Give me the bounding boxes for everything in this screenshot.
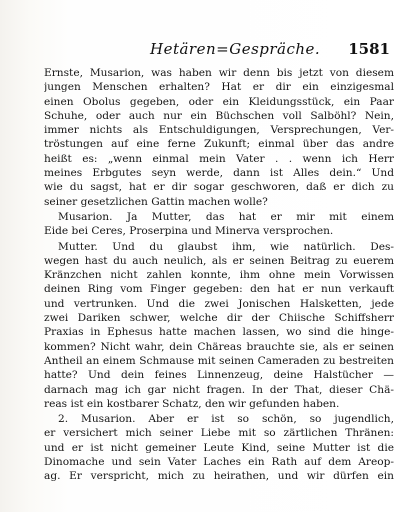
text-line: darnach mag ich gar nicht fragen. In der That, dieser Chä- [44,383,394,396]
text-line: und vertrunken. Und die zwei Jonischen Halsketten, jede [44,297,394,310]
text-line: ag. Er verspricht, mich zu heirathen, und wir dürfen ein [44,470,394,483]
text-line: Antheil an einem Schmause mit seinen Cameraden zu bestreiten [44,354,394,367]
running-head: Hetären=Gespräche. [150,40,321,58]
text-line: Schuhe, oder auch nur ein Büchschen voll Salböhl? Nein, [44,109,394,122]
speaker-line-musarion: 2. Musarion. Aber er ist so schön, so jugendlich, [58,413,394,426]
text-line: Ernste, Musarion, was haben wir denn bis jetzt von diesem [44,67,394,79]
text-line: er versichert mich seiner Liebe mit so zärtlichen Thränen: [44,427,394,440]
text-line: tröstungen auf eine ferne Zukunft; einmal über das andre [44,138,394,151]
text-line: hatte? Und dein feines Linnenzeug, deine Halstücher — [44,369,394,382]
text-line: zwei Dariken schwer, welche dir der Chiische Schiffsherr [44,312,394,325]
page-header [150,40,390,60]
text-line: seiner gesetzlichen Gattin machen wolle? [44,195,268,208]
text-line: meines Erbgutes seyn werde, dann ist Alles dein.“ Und [44,167,394,180]
text-line: deinen Ring vom Finger gegeben: den hat er nun verkauft [44,283,394,296]
text-line: reas ist ein kostbarer Schatz, den wir gefunden haben. [44,397,340,410]
text-line: heißt es: „wenn einmal mein Vater . . wenn ich Herr [44,152,394,165]
text-line: einen Obolus gegeben, oder ein Kleidungsstück, ein Paar [44,95,394,108]
text-line: wie du sagst, hat er dir sogar geschworen, daß er dich zu [44,181,394,194]
text-line: jungen Menschen erhalten? Hat er dir ein einzigesmal [44,81,394,94]
speaker-line-musarion: Musarion. Ja Mutter, das hat er mir mit einem [58,210,394,223]
speaker-line-mutter: Mutter. Und du glaubst ihm, wie natürlich. Des- [58,240,394,253]
text-line: kommen? Nicht wahr, dein Chäreas brauchte sie, als er seinen [44,340,394,353]
text-line: Eide bei Ceres, Proserpina und Minerva versprochen. [44,225,334,238]
body-text [44,66,394,484]
text-line: immer nichts als Entschuldigungen, Versprechungen, Ver- [44,124,394,137]
text-line: Kränzchen nicht zahlen konnte, ihm ohne mein Vorwissen [44,269,394,282]
text-line: Praxias in Ephesus hatte machen lassen, wo sind die hinge- [44,326,394,339]
page-number: 1581 [348,40,390,58]
text-line: und er ist nicht gemeiner Leute Kind, seine Mutter ist die [44,441,394,454]
text-line: Dinomache und sein Vater Laches ein Rath auf dem Areop- [44,456,394,469]
text-line: wegen hast du auch neulich, als er seinen Beitrag zu euerem [44,254,394,267]
